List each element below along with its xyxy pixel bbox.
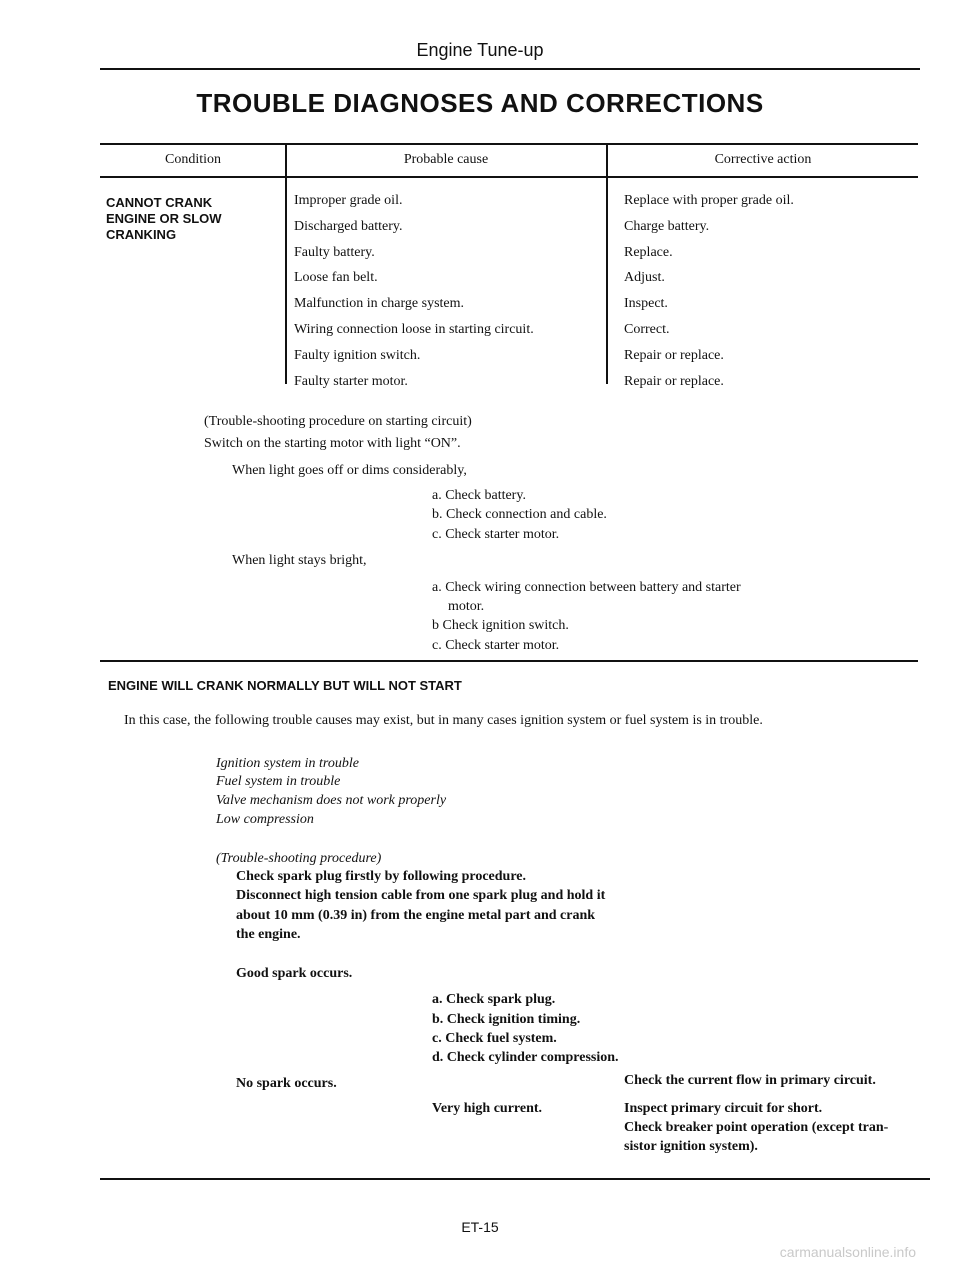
high-current-action: sistor ignition system). [624, 1139, 758, 1154]
bright-step: c. Check starter motor. [432, 638, 560, 653]
cause-list [294, 193, 534, 399]
running-title: Engine Tune-up [416, 40, 544, 60]
action-item: Inspect. [624, 296, 668, 312]
column-header-cause: Probable cause [403, 152, 489, 167]
procedure-heading: (Trouble-shooting procedure) [216, 851, 382, 866]
watermark: carmanualsonline.info [779, 1244, 916, 1260]
high-current-action: Check breaker point operation (except tran- [624, 1120, 889, 1135]
cause-item: Faulty starter motor. [294, 373, 408, 389]
footer-rule [100, 1178, 930, 1180]
good-spark-step: b. Check ignition timing. [432, 1012, 581, 1027]
starting-circuit-heading: (Trouble-shooting procedure on starting circuit) [204, 414, 472, 429]
bright-step: a. Check wiring connection between battery and starter [432, 580, 741, 595]
section-intro: In this case, the following trouble causes may exist, but in many cases ignition system or fuel system is in trouble. [124, 713, 763, 728]
case-light-bright: When light stays bright, [232, 553, 367, 568]
section-rule [100, 660, 918, 662]
cause-item: Faulty battery. [294, 244, 375, 260]
cause-italic: Low compression [216, 812, 314, 827]
procedure-line: about 10 mm (0.39 in) from the engine metal part and crank [236, 908, 596, 923]
good-spark-step: c. Check fuel system. [432, 1031, 557, 1046]
starting-circuit-intro: Switch on the starting motor with light “ON”. [204, 436, 461, 451]
cause-item: Faulty ignition switch. [294, 347, 421, 363]
cause-item: Wiring connection loose in starting circuit. [294, 321, 534, 337]
good-spark-step: d. Check cylinder compression. [432, 1050, 619, 1065]
cause-italic: Valve mechanism does not work properly [216, 793, 447, 808]
column-header-action: Corrective action [714, 152, 812, 167]
cause-item: Malfunction in charge system. [294, 296, 465, 312]
dim-step: b. Check connection and cable. [432, 507, 607, 522]
page-title: TROUBLE DIAGNOSES AND CORRECTIONS [196, 88, 764, 118]
cause-item: Discharged battery. [294, 218, 403, 234]
action-item: Replace with proper grade oil. [624, 193, 794, 208]
condition-cell: CANNOT CRANK ENGINE OR SLOW CRANKING [106, 195, 222, 242]
header-rule [100, 68, 920, 70]
action-item: Replace. [624, 244, 673, 260]
cause-item: Improper grade oil. [294, 193, 403, 208]
column-divider-right [606, 144, 608, 384]
no-spark-case: No spark occurs. [236, 1076, 337, 1091]
bright-step: b Check ignition switch. [432, 618, 569, 633]
case-light-dims: When light goes off or dims considerably, [232, 463, 467, 478]
action-item: Charge battery. [624, 218, 710, 234]
no-spark-action: Check the current flow in primary circuit. [624, 1073, 876, 1088]
action-list [624, 193, 794, 399]
column-header-condition: Condition [164, 152, 221, 167]
dim-step: c. Check starter motor. [432, 527, 560, 542]
action-item: Adjust. [624, 270, 665, 286]
section-heading: ENGINE WILL CRANK NORMALLY BUT WILL NOT START [108, 678, 462, 693]
good-spark-case: Good spark occurs. [236, 966, 353, 981]
cause-italic: Ignition system in trouble [216, 756, 359, 771]
action-item: Repair or replace. [624, 347, 724, 363]
page-number: ET-15 [461, 1219, 499, 1235]
bright-step: motor. [448, 599, 485, 614]
cause-italic: Fuel system in trouble [216, 774, 341, 789]
table-top-rule [100, 143, 918, 145]
action-item: Repair or replace. [624, 373, 724, 389]
high-current-action: Inspect primary circuit for short. [624, 1101, 823, 1116]
table-header-rule [100, 176, 918, 178]
procedure-line: Disconnect high tension cable from one spark plug and hold it [236, 888, 606, 903]
procedure-line: the engine. [236, 927, 301, 942]
column-divider-left [285, 144, 287, 384]
action-item: Correct. [624, 321, 670, 337]
dim-step: a. Check battery. [432, 488, 526, 503]
high-current-case: Very high current. [432, 1101, 543, 1116]
good-spark-step: a. Check spark plug. [432, 992, 556, 1007]
cause-item: Loose fan belt. [294, 270, 378, 286]
procedure-line: Check spark plug firstly by following procedure. [236, 869, 527, 884]
